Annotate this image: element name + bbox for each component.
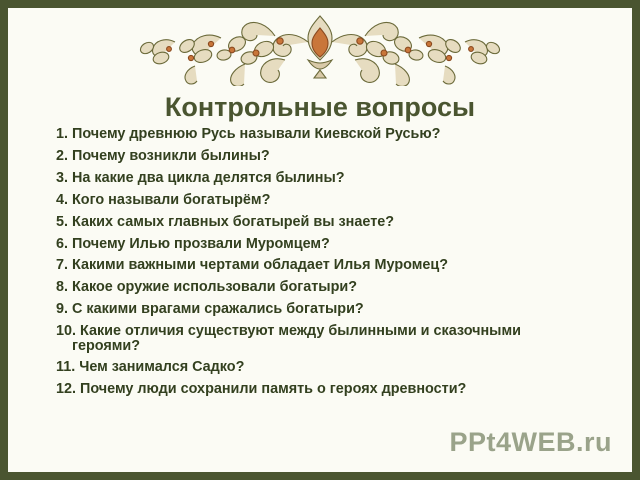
question-text: 2. Почему возникли былины?: [56, 147, 270, 164]
page-title: Контрольные вопросы: [164, 92, 476, 122]
floral-ornament-banner: [8, 8, 632, 86]
question-text: 3. На какие два цикла делятся былины?: [56, 169, 345, 186]
question-text: 4. Кого называли богатырём?: [56, 191, 271, 208]
question-text: 6. Почему Илью прозвали Муромцем?: [56, 235, 330, 252]
question-text: 7. Какими важными чертами обладает Илья Муромец?: [56, 257, 449, 274]
question-text: 12. Почему люди сохранили память о героях древности?: [56, 381, 467, 398]
list-item: [42, 127, 596, 141]
list-item: [42, 258, 596, 272]
list-item: [42, 382, 596, 396]
list-item: [42, 280, 596, 294]
list-item: [42, 302, 596, 316]
question-text: 11. Чем занимался Садко?: [56, 359, 245, 376]
list-item: [42, 360, 596, 374]
list-item: [42, 171, 596, 185]
question-text: 10. Какие отличия существуют между былинными и сказочными: [56, 323, 521, 340]
question-text: 5. Каких самых главных богатырей вы знаете?: [56, 213, 395, 230]
list-item: [42, 149, 596, 163]
question-text: 9. С какими врагами сражались богатыри?: [56, 301, 364, 318]
list-item: [42, 193, 596, 207]
slide-content-panel: [8, 8, 632, 472]
floral-ornament-icon: [125, 8, 515, 86]
question-text: 8. Какое оружие использовали богатыри?: [56, 279, 358, 296]
question-list: [8, 127, 632, 397]
list-item: [42, 237, 596, 251]
list-item: [42, 324, 596, 353]
question-text-continuation: героями?: [72, 337, 141, 354]
list-item: [42, 215, 596, 229]
watermark: PPt4WEB.ru: [449, 427, 612, 457]
question-text: 1. Почему древнюю Русь называли Киевской Русью?: [56, 126, 441, 142]
